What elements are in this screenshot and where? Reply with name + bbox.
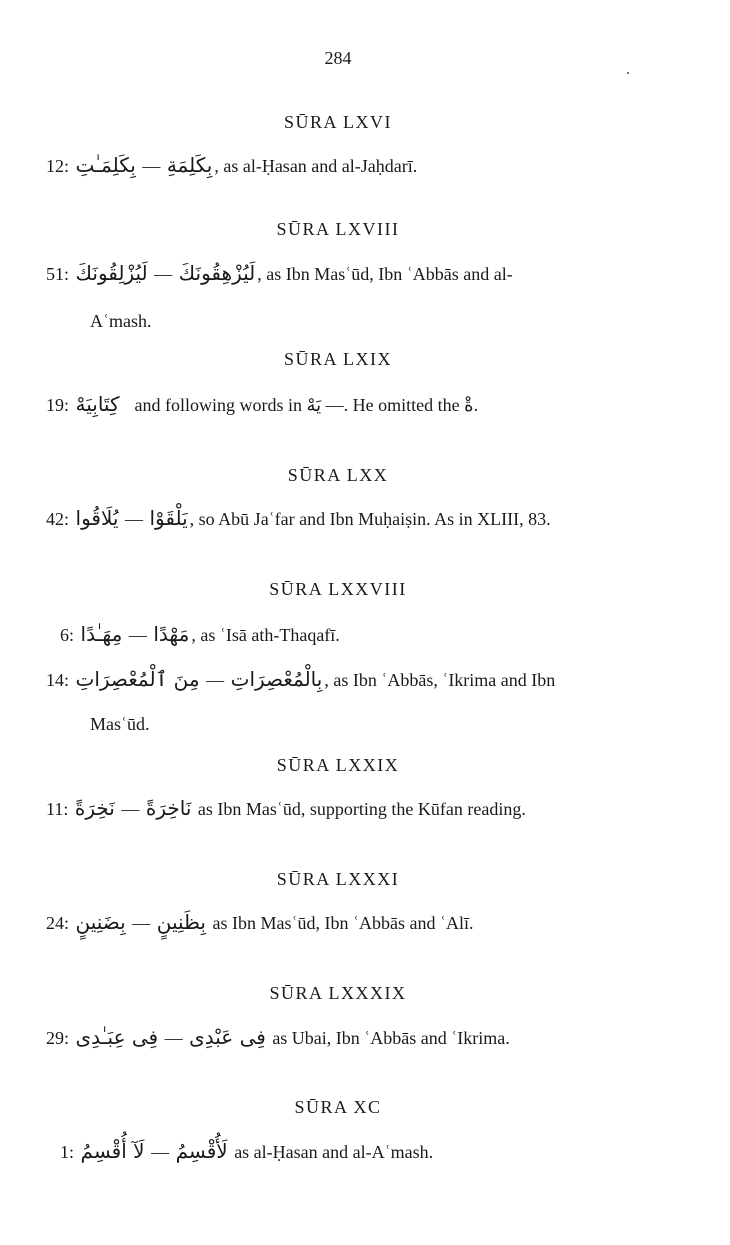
variant-reading-entry xyxy=(46,667,676,691)
verse-number: 12: xyxy=(46,156,70,176)
entry-text: , as al-Ḥasan and al-Jaḥdarī. xyxy=(214,156,418,176)
verse-number: 51: xyxy=(46,264,70,284)
arabic-reading-standard: لَيُزْلِقُونَكَ xyxy=(75,261,148,285)
arabic-reading-variant: بِكَلِمَةِ xyxy=(166,153,213,177)
sura-heading: SŪRA LXXXI xyxy=(276,869,400,889)
sura-heading: SŪRA LXXVIII xyxy=(269,579,407,599)
arabic-reading-standard: فِى عِبَـٰدِى xyxy=(75,1025,159,1049)
arabic-reading-variant: لَأُقْسِمُ xyxy=(175,1139,228,1163)
arabic-reading-variant: مَهْدًا xyxy=(153,622,190,646)
verse-number: 24: xyxy=(46,913,70,933)
arabic-reading-standard: يُلَاقُوا xyxy=(75,506,119,530)
verse-number: 11: xyxy=(46,799,69,819)
page-number: 284 xyxy=(324,48,352,68)
arabic-reading-variant: بِظَنِينٍ xyxy=(156,910,207,934)
dash: — xyxy=(128,625,147,645)
verse-number: 19: xyxy=(46,395,70,415)
verse-number: 1: xyxy=(60,1142,75,1162)
variant-reading-entry xyxy=(46,392,676,416)
dash: — xyxy=(124,509,143,529)
verse-number: 29: xyxy=(46,1028,70,1048)
speck-mark xyxy=(627,72,629,74)
arabic-reading-standard: مِنَ ٱلْمُعْصِرَاتِ xyxy=(75,667,200,691)
arabic-reading-standard: لَآ أُقْسِمُ xyxy=(80,1139,145,1163)
dash: — xyxy=(121,799,140,819)
sura-heading: SŪRA LXXIX xyxy=(276,755,400,775)
dash: — xyxy=(154,264,173,284)
arabic-reading-variant: لَيُزْهِقُونَكَ xyxy=(178,261,256,285)
entry-text: , so Abū Jaʿfar and Ibn Muḥaiṣin. As in XLIII, 83. xyxy=(189,509,551,529)
dash: — xyxy=(151,1142,170,1162)
entry-continuation: Aʿmash. xyxy=(90,311,152,331)
sura-heading: SŪRA LXVI xyxy=(283,112,392,132)
verse-number: 14: xyxy=(46,670,70,690)
arabic-reading-variant: فِى عَبْدِى xyxy=(189,1025,266,1049)
arabic-reading-standard: بِكَلِمَـٰتِ xyxy=(75,153,136,177)
arabic-reading-standard: مِهَـٰدًا xyxy=(80,622,123,646)
arabic-reading-variant: بِالْمُعْصِرَاتِ xyxy=(230,667,323,691)
arabic-reading-standard: نَخِرَةً xyxy=(74,796,115,820)
variant-reading-entry xyxy=(46,796,676,820)
entry-continuation: Masʿūd. xyxy=(90,714,150,734)
variant-reading-entry xyxy=(60,1139,690,1163)
entry-text: as Ibn Masʿūd, Ibn ʿAbbās and ʿAlī. xyxy=(208,913,474,933)
variant-reading-entry xyxy=(46,1025,676,1049)
sura-heading: SŪRA LXIX xyxy=(283,349,392,369)
sura-heading: SŪRA XC xyxy=(294,1097,382,1117)
entry-text: as Ubai, Ibn ʿAbbās and ʿIkrima. xyxy=(267,1028,510,1048)
verse-number: 42: xyxy=(46,509,70,529)
dash: — xyxy=(132,913,151,933)
dash: — xyxy=(206,670,225,690)
sura-heading: SŪRA LXXXIX xyxy=(269,983,407,1003)
dash: — xyxy=(164,1028,183,1048)
variant-reading-entry xyxy=(60,622,690,646)
sura-heading: SŪRA LXX xyxy=(287,465,389,485)
arabic-reading-standard: بِضَنِينٍ xyxy=(75,910,126,934)
entry-text: and following words in يَهْ —. He omitted the ةْ. xyxy=(130,395,479,415)
verse-number: 6: xyxy=(60,625,75,645)
arabic-reading-standard: كِتَابِيَهْ xyxy=(75,392,120,416)
variant-reading-entry xyxy=(46,910,676,934)
arabic-reading-variant: يَلْقَوْا xyxy=(149,506,188,530)
entry-text: , as ʿIsā ath-Thaqafī. xyxy=(191,625,340,645)
entry-text: , as Ibn ʿAbbās, ʿIkrima and Ibn xyxy=(324,670,556,690)
dash: — xyxy=(142,156,161,176)
variant-reading-entry xyxy=(46,506,676,530)
variant-reading-entry xyxy=(46,261,676,285)
entry-text: as Ibn Masʿūd, supporting the Kūfan reading. xyxy=(193,799,526,819)
entry-text: as al-Ḥasan and al-Aʿmash. xyxy=(229,1142,434,1162)
arabic-reading-variant: نَاخِرَةً xyxy=(145,796,192,820)
sura-heading: SŪRA LXVIII xyxy=(276,219,400,239)
variant-reading-entry xyxy=(46,153,676,177)
entry-text: , as Ibn Masʿūd, Ibn ʿAbbās and al- xyxy=(257,264,513,284)
